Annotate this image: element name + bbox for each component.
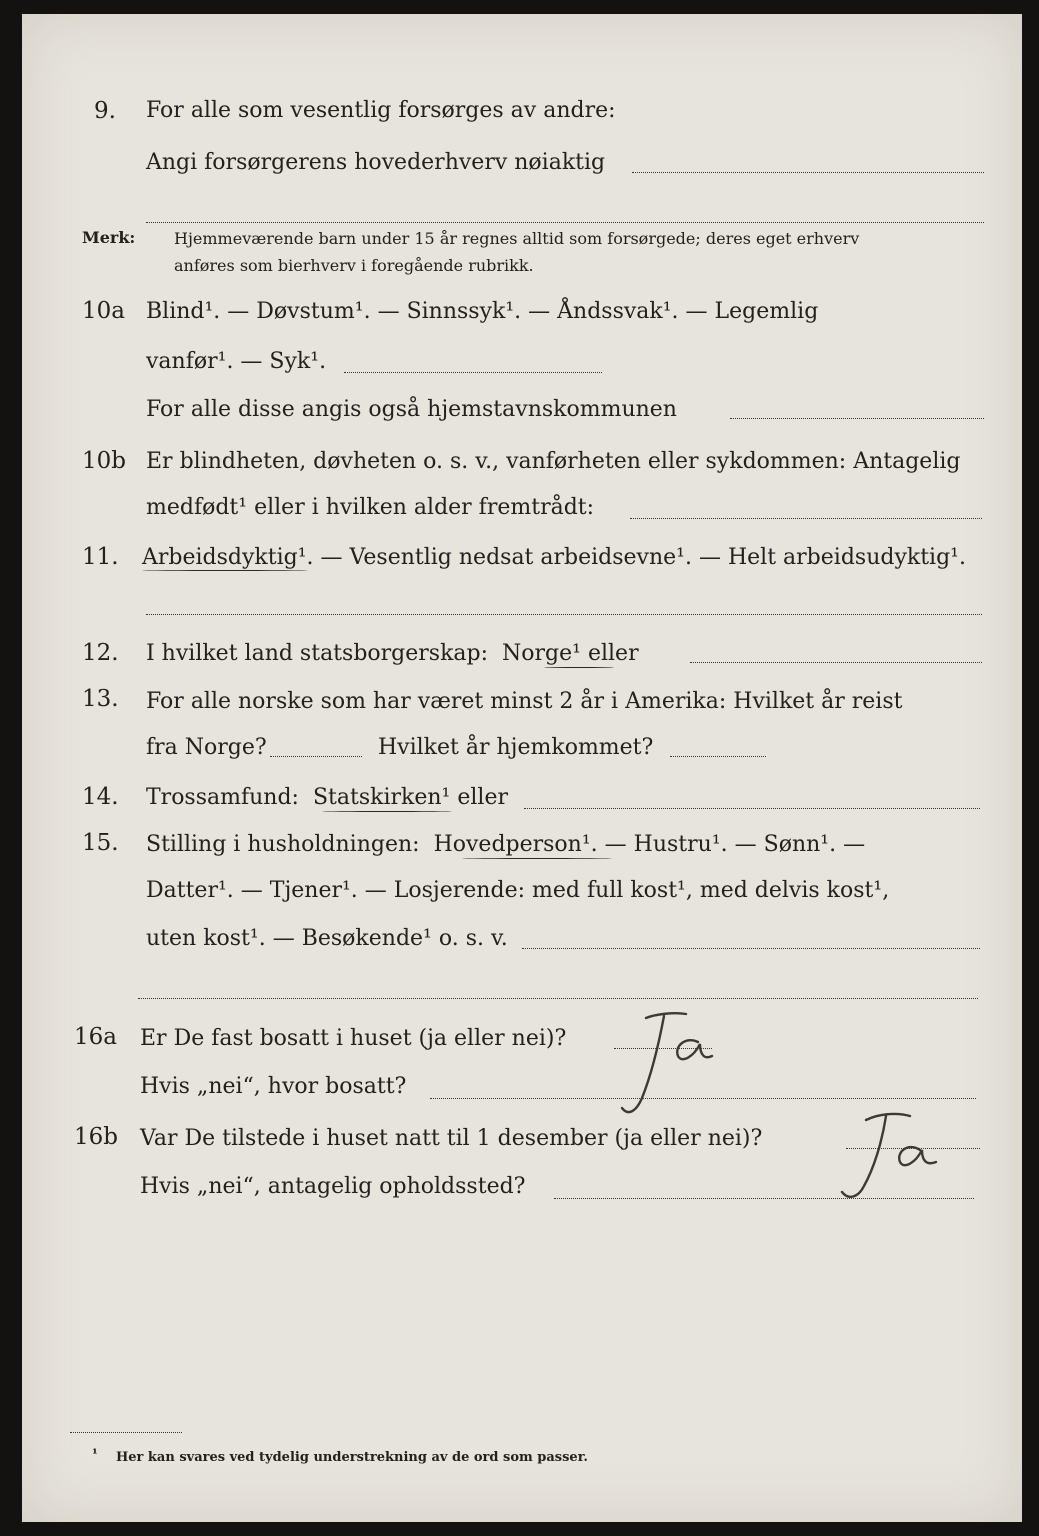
q10b-number: 10b	[82, 448, 126, 474]
q10a-line3: For alle disse angis også hjemstavnskommunen	[146, 397, 677, 422]
handwritten-ja-answer-16b	[822, 1106, 962, 1216]
q16b-answer-line-2[interactable]	[554, 1198, 974, 1199]
q10a-line1: Blind¹. — Døvstum¹. — Sinnssyk¹. — Åndssvak¹. — Legemlig	[146, 299, 819, 324]
q13-answer-line-reist[interactable]	[270, 756, 362, 757]
q10a-answer-line-2[interactable]	[730, 418, 984, 419]
q16b-number: 16b	[74, 1124, 118, 1150]
q16a-line2: Hvis „nei“, hvor bosatt?	[140, 1074, 407, 1099]
q13-number: 13.	[82, 686, 119, 712]
q16a-line1: Er De fast bosatt i huset (ja eller nei)?	[140, 1026, 567, 1051]
q11-number: 11.	[82, 544, 119, 570]
q11-answer-line[interactable]	[146, 614, 982, 615]
q16a-answer-line-2[interactable]	[430, 1098, 976, 1099]
footnote-mark: ¹	[92, 1447, 98, 1462]
q16a-number: 16a	[74, 1024, 117, 1050]
q13-line2b: Hvilket år hjemkommet?	[378, 735, 654, 760]
q11-option-rest: — Vesentlig nedsat arbeidsevne¹. — Helt arbeidsudyktig¹.	[320, 545, 966, 570]
q10b-line1: Er blindheten, døvheten o. s. v., vanførheten eller sykdommen: Antagelig	[146, 449, 961, 474]
q13-line2a: fra Norge?	[146, 735, 267, 760]
q12-answer-line[interactable]	[690, 662, 982, 663]
q15-underline-mark	[462, 858, 612, 859]
q14-answer-line[interactable]	[524, 808, 980, 809]
q14-text	[146, 787, 508, 809]
q12-text	[146, 643, 639, 665]
handwritten-ja-answer-16a	[612, 1008, 722, 1128]
q13-answer-line-hjemkommet[interactable]	[670, 756, 766, 757]
q9-answer-line-1[interactable]	[632, 172, 984, 173]
q15-line3: uten kost¹. — Besøkende¹ o. s. v.	[146, 926, 508, 951]
q15-line1	[146, 834, 865, 856]
merk-label: Merk:	[82, 228, 136, 247]
q9-line2: Angi forsørgerens hovederhverv nøiaktig	[146, 150, 606, 175]
footnote-separator	[70, 1432, 182, 1433]
q13-line1: For alle norske som har været minst 2 år i Amerika: Hvilket år reist	[146, 689, 903, 714]
q14-prefix: Trossamfund:	[146, 785, 299, 810]
q10a-line2: vanfør¹. — Syk¹.	[146, 349, 327, 374]
q16b-line1: Var De tilstede i huset natt til 1 desember (ja eller nei)?	[140, 1126, 763, 1151]
q12-number: 12.	[82, 640, 119, 666]
q11-option-arbeidsdyktig[interactable]: Arbeidsdyktig¹.	[142, 545, 314, 570]
q14-underline-mark	[322, 811, 452, 812]
q12-option-norge[interactable]: Norge¹	[502, 641, 581, 666]
q11-underline-mark	[142, 570, 308, 571]
q15-number: 15.	[82, 830, 119, 856]
q10b-answer-line[interactable]	[630, 518, 982, 519]
q10a-number: 10a	[82, 298, 125, 324]
q10b-line2: medfødt¹ eller i hvilken alder fremtrådt:	[146, 495, 595, 520]
q15-line2: Datter¹. — Tjener¹. — Losjerende: med full kost¹, med delvis kost¹,	[146, 878, 890, 903]
q15-answer-line-2[interactable]	[138, 998, 978, 999]
q11-options	[142, 547, 966, 569]
q9-number: 9.	[94, 98, 116, 124]
q12-suffix: eller	[587, 641, 639, 666]
census-form-page	[22, 14, 1022, 1522]
q14-suffix: eller	[457, 785, 508, 810]
merk-line2: anføres som bierhverv i foregående rubrikk.	[174, 256, 534, 275]
q15-option-hovedperson[interactable]: Hovedperson¹.	[433, 832, 598, 857]
q16b-line2: Hvis „nei“, antagelig opholdssted?	[140, 1174, 526, 1199]
q15-line1-suffix: — Hustru¹. — Sønn¹. —	[604, 832, 866, 857]
q14-number: 14.	[82, 784, 119, 810]
q9-answer-line-2[interactable]	[146, 222, 984, 223]
q15-answer-line-1[interactable]	[522, 948, 980, 949]
q10a-answer-line-1[interactable]	[344, 372, 602, 373]
footnote-text: Her kan svares ved tydelig understrekning av de ord som passer.	[116, 1450, 588, 1465]
q12-underline-mark	[544, 667, 614, 668]
merk-line1: Hjemmeværende barn under 15 år regnes alltid som forsørgede; deres eget erhverv	[174, 229, 860, 248]
q12-prefix: I hvilket land statsborgerskap:	[146, 641, 489, 666]
q9-line1: For alle som vesentlig forsørges av andre:	[146, 98, 616, 123]
q15-line1-prefix: Stilling i husholdningen:	[146, 832, 420, 857]
q14-option-statskirken[interactable]: Statskirken¹	[312, 785, 451, 810]
